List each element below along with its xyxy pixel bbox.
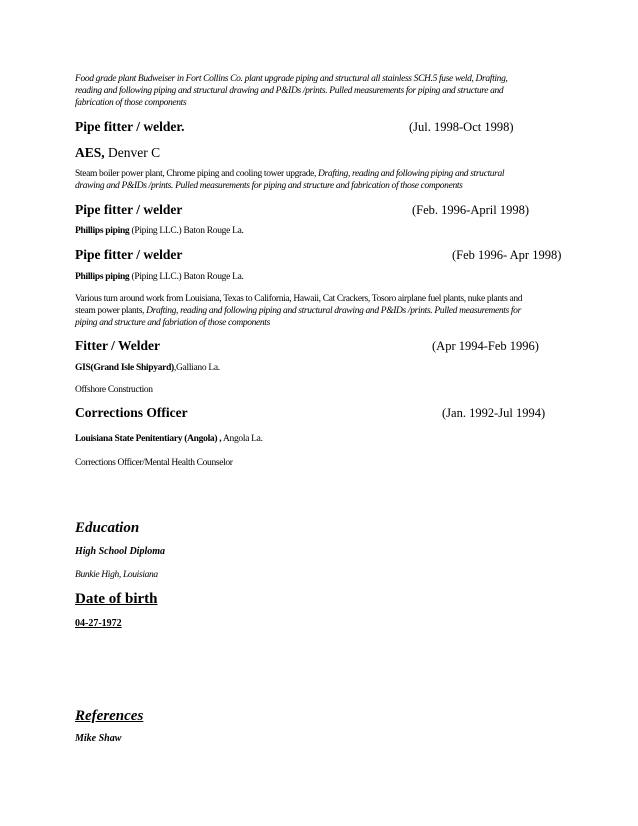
company-location: Denver C	[108, 145, 161, 160]
company-name: Phillips piping	[75, 226, 130, 236]
company-line	[75, 225, 244, 238]
company-line	[75, 271, 244, 284]
job-title: Pipe fitter / welder.	[75, 119, 185, 134]
job-description-line	[75, 305, 521, 318]
company-line	[75, 433, 263, 446]
job-dates: (Apr 1994-Feb 1996)	[432, 339, 539, 353]
job-dates: (Feb. 1996-April 1998)	[412, 203, 529, 217]
job-description-plain: Steam boiler power plant, Chrome piping and cooling tower upgrade,	[75, 169, 319, 179]
company-location: Angola La.	[222, 434, 263, 444]
job-title: Pipe fitter / welder	[75, 247, 183, 262]
job-description-italic: Drafting, reading and following piping and structural drawing and P&IDs /prints. Pulled measurements for	[146, 306, 521, 316]
job-dates: (Jan. 1992-Jul 1994)	[442, 406, 546, 420]
company-name: GIS(Grand Isle Shipyard)	[75, 363, 174, 373]
job-description-line	[75, 168, 504, 181]
job-description-line: drawing and P&IDs /prints. Pulled measurements for piping and structure and fabrication of those components	[75, 181, 463, 191]
job-title: Fitter / Welder	[75, 338, 160, 353]
intro-line-2: reading and following piping and structural drawing and P&IDs /prints. Pulled measurements for piping and structure and	[75, 86, 504, 96]
job-description-line: Offshore Construction	[75, 385, 153, 395]
company-line	[75, 362, 220, 375]
education-degree: High School Diploma	[75, 546, 166, 557]
company-location: ,Galliano La.	[173, 363, 220, 373]
company-name: Louisiana State Penitentiary (Angola) ,	[75, 434, 222, 444]
reference-name: Mike Shaw	[75, 733, 122, 744]
job-dates: (Feb 1996- Apr 1998)	[452, 248, 562, 262]
education-heading: Education	[75, 520, 140, 536]
job-description-italic: Drafting, reading and following piping and structural	[318, 169, 505, 179]
birth-heading: Date of birth	[75, 591, 158, 607]
company-location: (Piping LLC.) Baton Rouge La.	[131, 272, 244, 282]
intro-line-3: fabrication of those components	[75, 98, 187, 108]
job-dates: (Jul. 1998-Oct 1998)	[409, 120, 514, 134]
job-description-line: piping and structure and fabriation of those components	[75, 318, 270, 328]
company-line	[75, 145, 160, 161]
education-school: Bunkie High, Louisiana	[75, 570, 158, 580]
references-heading: References	[75, 708, 144, 724]
job-description-line: Various turn around work from Louisiana, Texas to California, Hawaii, Cat Crackers, Tosoro airplane fuel plants, nuke plants and	[75, 294, 523, 304]
job-description-line: Corrections Officer/Mental Health Counselor	[75, 458, 233, 468]
company-name: Phillips piping	[75, 272, 130, 282]
company-location: (Piping LLC.) Baton Rouge La.	[131, 226, 244, 236]
job-title: Pipe fitter / welder	[75, 202, 183, 217]
intro-line-1: Food grade plant Budweiser in Fort Collins Co. plant upgrade piping and structural all stainless SCH.5 fuse weld, Drafting,	[75, 74, 508, 84]
company-name: AES,	[75, 145, 105, 160]
job-description-plain: steam power plants,	[75, 306, 147, 316]
birth-date: 04-27-1972	[75, 618, 122, 629]
job-title: Corrections Officer	[75, 405, 188, 420]
